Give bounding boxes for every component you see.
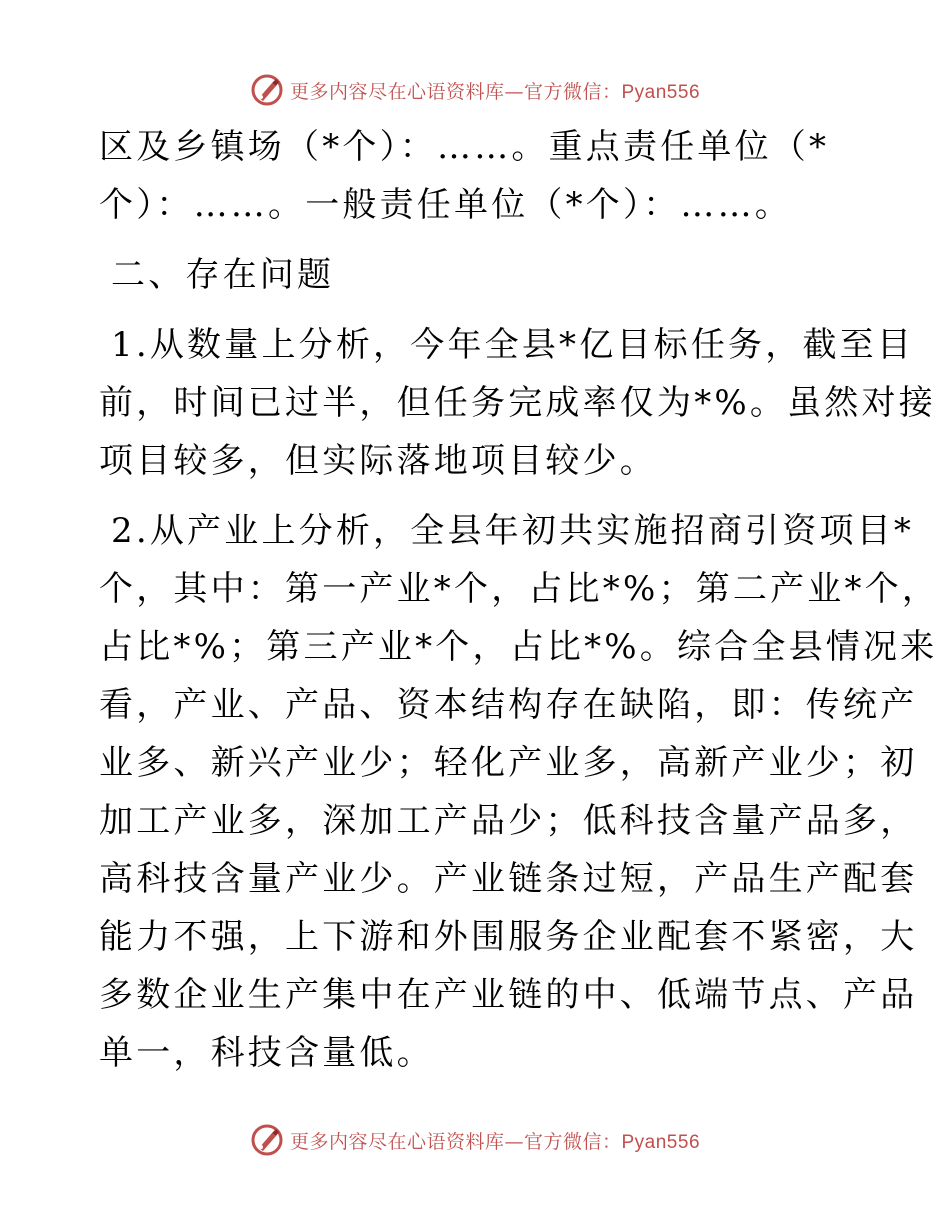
watermark-wechat-id: Pyan556: [621, 81, 701, 103]
watermark-text: 更多内容尽在心语资料库—官方微信：Pyan556: [289, 80, 701, 103]
text-line: 个，其中：第一产业*个，占比*%；第二产业*个，: [99, 569, 940, 609]
paragraph-industry-analysis: [99, 502, 940, 1082]
section-heading: [99, 246, 851, 304]
pen-logo-icon: [250, 73, 284, 107]
paragraph-responsibility-units: [99, 118, 851, 234]
text-line: 单一，科技含量低。: [99, 1033, 434, 1073]
paragraph-quantity-analysis: [99, 316, 936, 490]
text-line: 2.从产业上分析，全县年初共实施招商引资项目*: [111, 511, 915, 551]
text-line: 1.从数量上分析，今年全县*亿目标任务，截至目: [111, 325, 915, 365]
watermark-text: 更多内容尽在心语资料库—官方微信：Pyan556: [289, 1130, 701, 1153]
text-line: 看，产业、产品、资本结构存在缺陷，即：传统产: [99, 685, 918, 725]
text-line: 项目较多，但实际落地项目较少。: [99, 441, 657, 481]
header-watermark: [0, 70, 950, 110]
text-line: 区及乡镇场（*个）：……。重点责任单位（*: [99, 127, 830, 167]
text-line: 业多、新兴产业少；轻化产业多，高新产业少；初: [99, 743, 918, 783]
watermark-wechat-id: Pyan556: [621, 1131, 701, 1153]
document-body: [99, 118, 940, 1082]
text-line: 高科技含量产业少。产业链条过短，产品生产配套: [99, 859, 918, 899]
footer-watermark: [0, 1120, 950, 1160]
heading-text: 二、存在问题: [111, 255, 335, 295]
text-line: 前，时间已过半，但任务完成率仅为*%。虽然对接: [99, 383, 936, 423]
pen-logo-icon: [250, 1123, 284, 1157]
text-line: 能力不强，上下游和外围服务企业配套不紧密，大: [99, 917, 918, 957]
text-line: 个）：……。一般责任单位（*个）：……。: [99, 185, 792, 225]
text-line: 占比*%；第三产业*个，占比*%。综合全县情况来: [99, 627, 938, 667]
text-line: 加工产业多，深加工产品少；低科技含量产品多，: [99, 801, 918, 841]
text-line: 多数企业生产集中在产业链的中、低端节点、产品: [99, 975, 918, 1015]
